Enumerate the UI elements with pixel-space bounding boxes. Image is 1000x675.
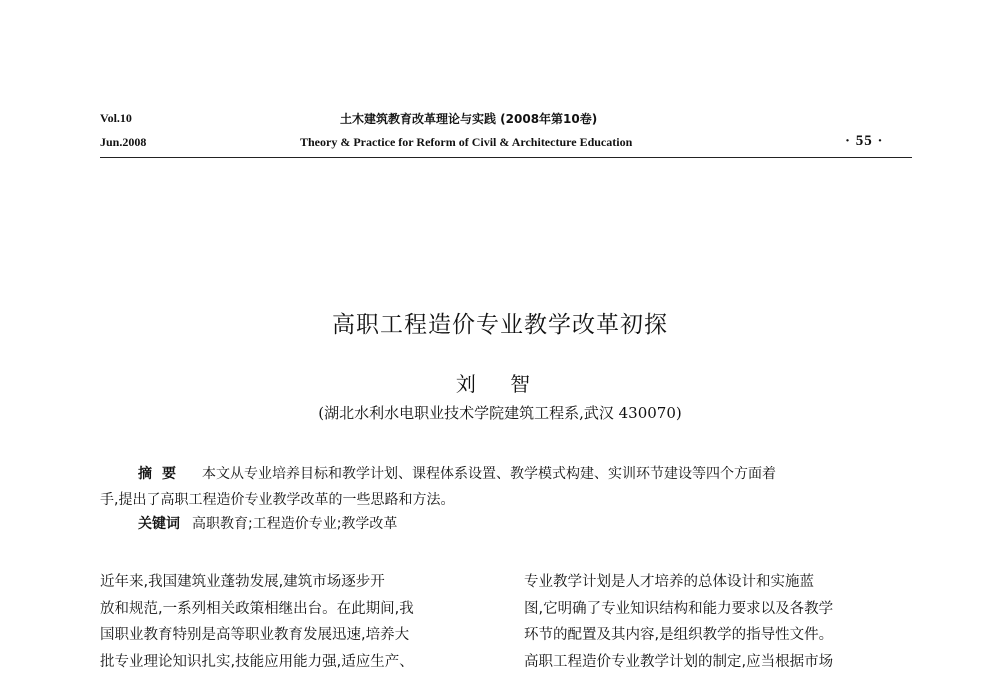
author-affiliation: (湖北水利水电职业技术学院建筑工程系,武汉 430070) [0, 402, 1000, 423]
article-title: 高职工程造价专业教学改革初探 [0, 306, 1000, 339]
body-column-left [100, 569, 488, 675]
abstract-label: 摘要 [138, 466, 186, 482]
body-line: 环节的配置及其内容,是组织教学的指导性文件。 [524, 622, 912, 649]
body-line: 放和规范,一系列相关政策相继出台。在此期间,我 [100, 596, 488, 623]
abstract-text-line1: 本文从专业培养目标和教学计划、课程体系设置、教学模式构建、实训环节建设等四个方面着 [202, 466, 776, 482]
journal-title-en: Theory & Practice for Reform of Civil & Architecture Education [300, 135, 632, 150]
page-number: · 55 · [845, 133, 884, 150]
body-column-right [524, 569, 912, 675]
body-line: 图,它明确了专业知识结构和能力要求以及各教学 [524, 596, 912, 623]
keywords-label: 关键词 [138, 516, 180, 532]
body-line: 批专业理论知识扎实,技能应用能力强,适应生产、 [100, 649, 488, 675]
body-line: 近年来,我国建筑业蓬勃发展,建筑市场逐步开 [100, 569, 488, 596]
body-line: 高职工程造价专业教学计划的制定,应当根据市场 [524, 649, 912, 675]
journal-title-cn: 土木建筑教育改革理论与实践 (2008年第10卷) [340, 110, 597, 127]
abstract-text-line2: 手,提出了高职工程造价专业教学改革的一些思路和方法。 [100, 492, 454, 508]
body-line: 国职业教育特别是高等职业教育发展迅速,培养大 [100, 622, 488, 649]
volume-label: Vol.10 [100, 111, 132, 126]
keywords [100, 509, 912, 539]
issue-date: Jun.2008 [100, 135, 146, 150]
body-line: 专业教学计划是人才培养的总体设计和实施蓝 [524, 569, 912, 596]
article-author: 刘 智 [0, 368, 1000, 397]
keywords-text: 高职教育;工程造价专业;教学改革 [192, 516, 397, 532]
header-rule [100, 157, 912, 158]
